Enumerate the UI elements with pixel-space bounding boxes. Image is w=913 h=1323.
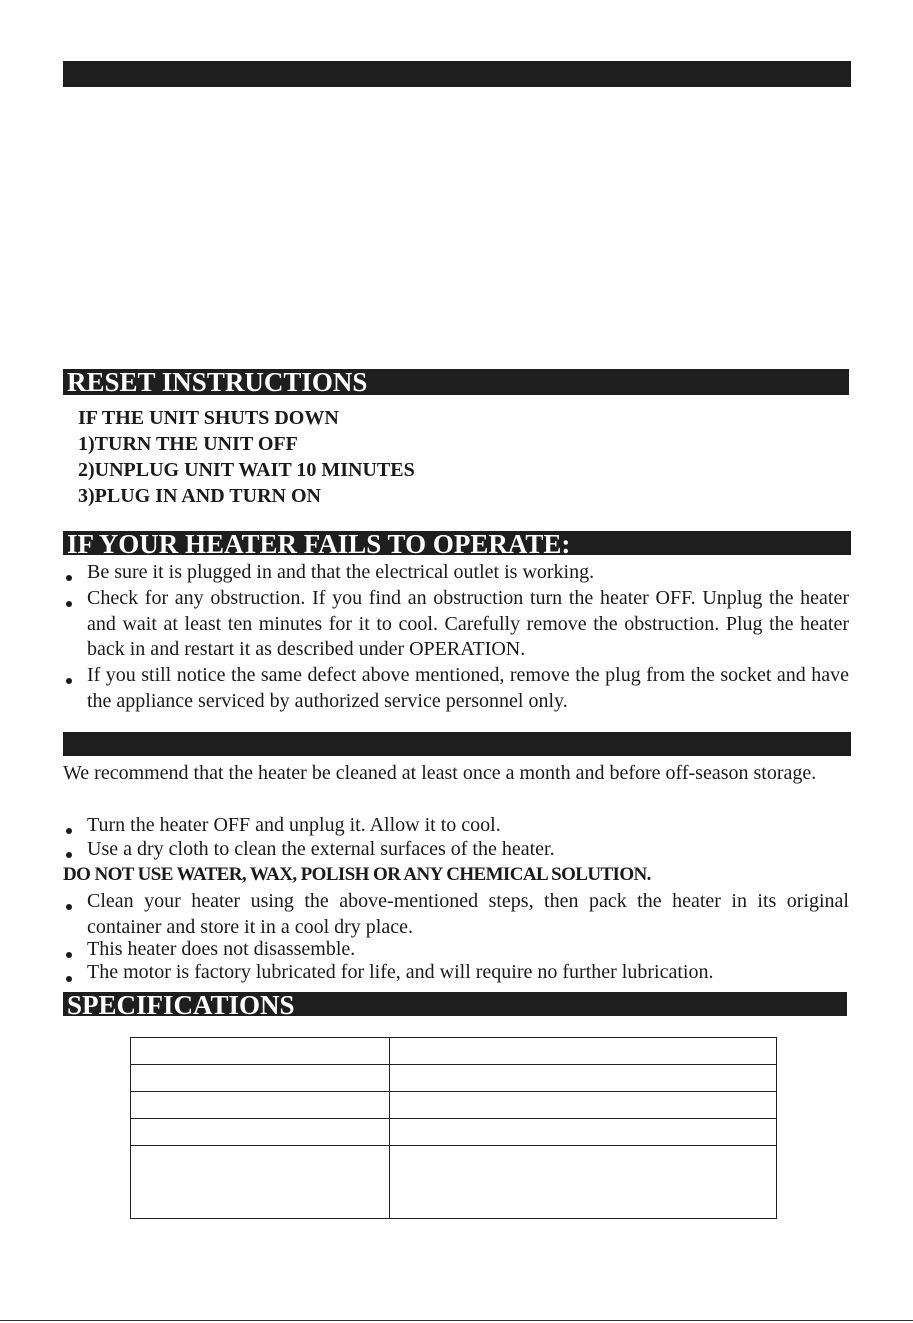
- table-row: [131, 1146, 777, 1219]
- table-cell: [390, 1038, 777, 1065]
- specifications-heading-text: SPECIFICATIONS: [67, 992, 295, 1016]
- bullet-icon: [66, 828, 72, 834]
- reset-heading-text: RESET INSTRUCTIONS: [67, 369, 368, 395]
- cleaning-bullet-4: The motor is factory lubricated for life, and will require no further lubrication.: [87, 961, 714, 983]
- fails-bullet-2: If you still notice the same defect above mentioned, remove the plug from the socket and have the appliance serviced by authorized service personnel only.: [87, 664, 849, 712]
- bullet-icon: [66, 575, 72, 581]
- table-cell: [131, 1092, 390, 1119]
- cleaning-bullet-3: This heater does not disassemble.: [87, 938, 356, 960]
- bullet-icon: [66, 601, 72, 607]
- table-cell: [390, 1146, 777, 1219]
- table-row: [131, 1119, 777, 1146]
- cleaning-header-bar: [63, 732, 851, 756]
- table-cell: [131, 1119, 390, 1146]
- cleaning-bullet-2: Clean your heater using the above-mentioned steps, then pack the heater in its original container and store it in a cool dry place.: [87, 890, 849, 938]
- fails-bullet-1: Check for any obstruction. If you find an obstruction turn the heater OFF. Unplug the heater and wait at least ten minutes for it to cool. Carefully remove the obstruction. Plug the heater back in and restart it as described under OPERATION.: [87, 587, 849, 660]
- cleaning-bullet-1: Use a dry cloth to clean the external surfaces of the heater.: [87, 838, 555, 860]
- reset-line-2: 2)UNPLUG UNIT WAIT 10 MINUTES: [78, 459, 415, 481]
- table-cell: [390, 1119, 777, 1146]
- top-header-bar: [63, 61, 851, 87]
- table-cell: [131, 1038, 390, 1065]
- table-row: [131, 1038, 777, 1065]
- table-cell: [390, 1092, 777, 1119]
- bullet-icon: [66, 976, 72, 982]
- cleaning-bullet-0: Turn the heater OFF and unplug it. Allow it to cool.: [87, 814, 501, 836]
- table-cell: [131, 1065, 390, 1092]
- fails-bullet-0: Be sure it is plugged in and that the electrical outlet is working.: [87, 561, 595, 583]
- reset-instructions-heading: [63, 369, 849, 395]
- fails-heading: [63, 531, 851, 555]
- reset-line-3: 3)PLUG IN AND TURN ON: [78, 485, 321, 507]
- table-row: [131, 1065, 777, 1092]
- bullet-icon: [66, 852, 72, 858]
- reset-line-0: IF THE UNIT SHUTS DOWN: [78, 407, 339, 429]
- cleaning-warning: DO NOT USE WATER, WAX, POLISH OR ANY CHEMICAL SOLUTION.: [63, 864, 651, 885]
- specifications-heading: [63, 992, 847, 1016]
- specifications-table: [130, 1037, 777, 1219]
- bullet-icon: [66, 678, 72, 684]
- cleaning-intro: We recommend that the heater be cleaned at least once a month and before off-season storage.: [63, 762, 817, 784]
- reset-line-1: 1)TURN THE UNIT OFF: [78, 433, 298, 455]
- table-row: [131, 1092, 777, 1119]
- bullet-icon: [66, 904, 72, 910]
- fails-heading-text: IF YOUR HEATER FAILS TO OPERATE:: [67, 531, 571, 555]
- bullet-icon: [66, 952, 72, 958]
- table-cell: [390, 1065, 777, 1092]
- page-bottom-rule: [0, 1320, 913, 1321]
- table-cell: [131, 1146, 390, 1219]
